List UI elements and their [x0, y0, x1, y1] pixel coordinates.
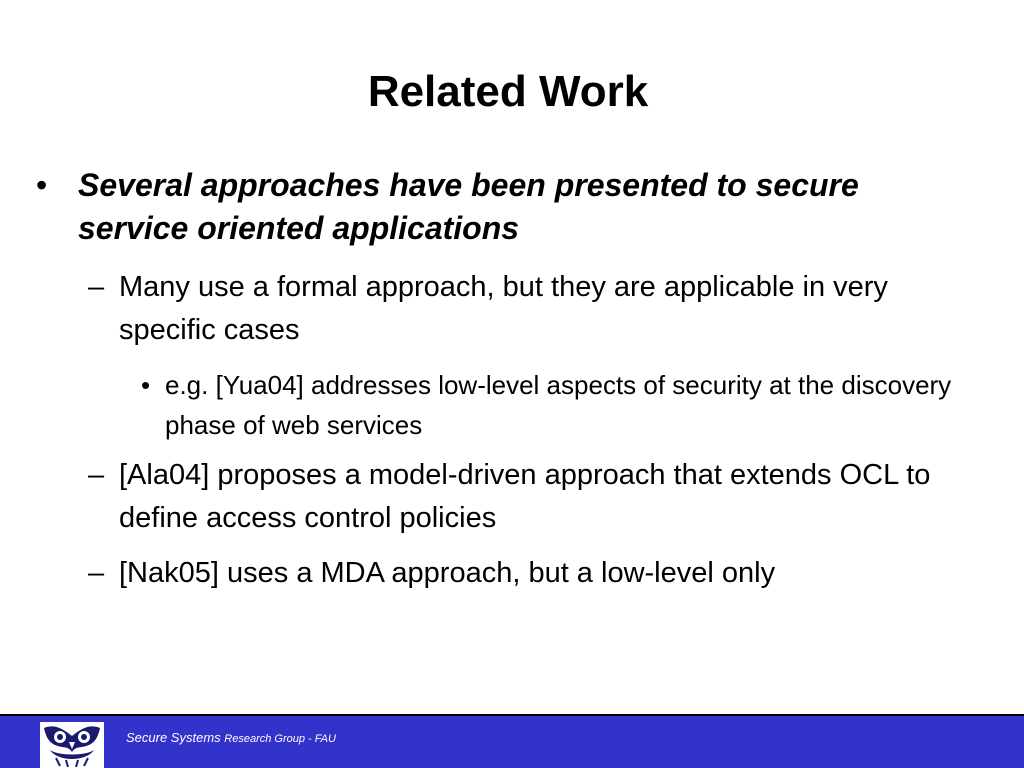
bullet-level3 [141, 365, 1001, 445]
bullet-text: Many use a formal approach, but they are applicable in very specific cases [119, 271, 888, 346]
bullet-marker: • [36, 167, 48, 203]
bullet-marker: • [141, 370, 151, 400]
bullet-level2 [88, 552, 988, 595]
bullet-level2 [88, 454, 988, 540]
bullet-level2 [88, 266, 988, 352]
footer-caption [126, 730, 336, 747]
bullet-text: [Nak05] uses a MDA approach, but a low-level only [119, 557, 776, 589]
footer-group-name: Secure Systems [126, 730, 221, 745]
footer-group-suffix: Research Group - FAU [224, 733, 336, 745]
footer-bar [0, 714, 1024, 768]
bullet-text: Several approaches have been presented to secure service oriented applications [78, 167, 859, 246]
slide-title: Related Work [367, 67, 649, 116]
dash-marker: – [88, 271, 105, 303]
bullet-level1 [36, 164, 976, 250]
owl-logo-icon [40, 722, 104, 768]
dash-marker: – [88, 557, 105, 589]
bullet-text: [Ala04] proposes a model-driven approach that extends OCL to define access control policies [119, 459, 931, 534]
dash-marker: – [88, 459, 105, 491]
bullet-text: e.g. [Yua04] addresses low-level aspects of security at the discovery phase of web services [165, 370, 952, 440]
